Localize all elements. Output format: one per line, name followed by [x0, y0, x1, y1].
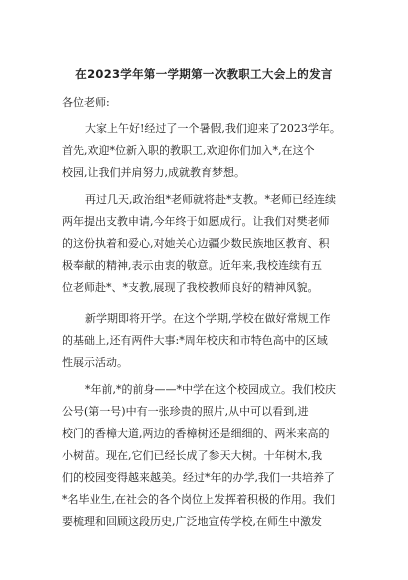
salutation: 各位老师: — [62, 96, 110, 109]
paragraph-2-line-1: 再过几天,政治组*老师就将赴*支教。*老师已经连续 — [85, 193, 336, 206]
paragraph-3-line-2: 的基础上,还有两件大事:*周年校庆和市特色高中的区域 — [62, 334, 328, 347]
paragraph-1-line-3: 校园,让我们并肩努力,成就教育梦想。 — [62, 166, 245, 179]
paragraph-2-line-4: 极奉献的精神,表示由衷的敬意。近年来,我校连续有五 — [62, 259, 322, 272]
paragraph-2-line-5: 位老师赴*、*支教,展现了我校教师良好的精神风貌。 — [62, 281, 319, 294]
paragraph-4-line-3: 校门的香樟大道,两边的香樟树还是细细的、两米来高的 — [62, 427, 330, 440]
paragraph-4-line-4: 小树苗。现在,它们已经长成了参天大树。十年树木,我 — [62, 449, 322, 462]
paragraph-4-line-2: 公号(第一号)中有一张珍贵的照片,从中可以看到,进 — [62, 405, 309, 418]
paragraph-4-line-5: 们的校园变得越来越美。经过*年的办学,我们一共培养了 — [62, 471, 335, 484]
paragraph-2-line-3: 的这份执着和爱心,对她关心边疆少数民族地区教育、积 — [62, 237, 330, 250]
document-title: 在2023学年第一学期第一次教职工大会上的发言 — [75, 67, 333, 81]
paragraph-4-line-6: *名毕业生,在社会的各个岗位上发挥着积极的作用。我们 — [62, 493, 335, 506]
paragraph-1-line-1: 大家上午好!经过了一个暑假,我们迎来了2023学年。 — [85, 122, 341, 135]
paragraph-1-line-2: 首先,欢迎*位新入职的教职工,欢迎你们加入*,在这个 — [62, 144, 315, 157]
paragraph-2-line-2: 两年提出支教申请,今年终于如愿成行。让我们对樊老师 — [62, 215, 330, 228]
paragraph-3-line-1: 新学期即将开学。在这个学期,学校在做好常规工作 — [85, 312, 331, 325]
paragraph-4-line-7: 要梳理和回顾这段历史,广泛地宣传学校,在师生中激发 — [62, 515, 322, 528]
paragraph-3-line-3: 性展示活动。 — [62, 356, 128, 369]
paragraph-4-line-1: *年前,*的前身——*中学在这个校园成立。我们校庆 — [85, 383, 336, 396]
